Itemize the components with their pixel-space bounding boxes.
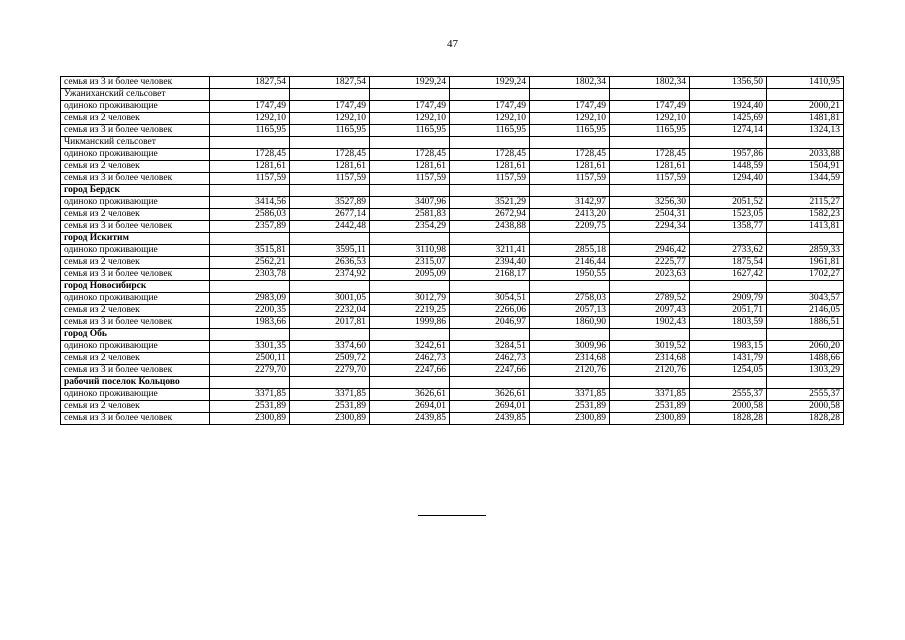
value-cell: 2855,18 (530, 245, 610, 257)
value-cell (610, 377, 690, 389)
value-cell (210, 89, 290, 101)
value-cell: 1828,28 (690, 413, 767, 425)
row-label: одиноко проживающие (61, 101, 210, 113)
value-cell (690, 137, 767, 149)
value-cell: 2168,17 (450, 269, 530, 281)
value-cell: 1924,40 (690, 101, 767, 113)
value-cell: 2315,07 (370, 257, 450, 269)
value-cell: 3626,61 (370, 389, 450, 401)
value-cell: 2097,43 (610, 305, 690, 317)
table-row (61, 221, 844, 233)
value-cell: 1728,45 (610, 149, 690, 161)
value-cell (530, 329, 610, 341)
value-cell: 1292,10 (450, 113, 530, 125)
value-cell: 2300,89 (610, 413, 690, 425)
value-cell: 1165,95 (610, 125, 690, 137)
value-cell: 2300,89 (290, 413, 370, 425)
value-cell (370, 329, 450, 341)
value-cell: 1410,95 (767, 77, 844, 89)
value-cell: 2733,62 (690, 245, 767, 257)
value-cell: 1488,66 (767, 353, 844, 365)
value-cell: 2000,58 (690, 401, 767, 413)
value-cell: 2000,21 (767, 101, 844, 113)
value-cell (290, 89, 370, 101)
value-cell: 1157,59 (210, 173, 290, 185)
value-cell: 1358,77 (690, 221, 767, 233)
row-label: семья из 3 и более человек (61, 221, 210, 233)
value-cell (767, 89, 844, 101)
value-cell (690, 377, 767, 389)
value-cell: 3371,85 (530, 389, 610, 401)
value-cell: 1292,10 (210, 113, 290, 125)
value-cell: 3374,60 (290, 341, 370, 353)
value-cell: 1802,34 (610, 77, 690, 89)
value-cell: 2051,52 (690, 197, 767, 209)
value-cell: 2531,89 (610, 401, 690, 413)
value-cell: 2033,88 (767, 149, 844, 161)
value-cell (610, 281, 690, 293)
value-cell: 1157,59 (290, 173, 370, 185)
value-cell: 2586,03 (210, 209, 290, 221)
value-cell (370, 281, 450, 293)
value-cell: 2677,14 (290, 209, 370, 221)
value-cell: 3284,51 (450, 341, 530, 353)
city-name: город Бердск (61, 185, 210, 197)
value-cell (450, 233, 530, 245)
value-cell: 3371,85 (610, 389, 690, 401)
value-cell: 1157,59 (450, 173, 530, 185)
value-cell (450, 185, 530, 197)
value-cell: 2354,29 (370, 221, 450, 233)
value-cell: 1431,79 (690, 353, 767, 365)
value-cell: 2672,94 (450, 209, 530, 221)
value-cell: 2500,11 (210, 353, 290, 365)
value-cell: 2438,88 (450, 221, 530, 233)
value-cell: 2789,52 (610, 293, 690, 305)
table-row (61, 317, 844, 329)
value-cell: 3527,89 (290, 197, 370, 209)
council-name: Чикманский сельсовет (61, 137, 210, 149)
value-cell: 1165,95 (530, 125, 610, 137)
value-cell (210, 233, 290, 245)
value-cell: 2146,05 (767, 305, 844, 317)
value-cell: 2555,37 (767, 389, 844, 401)
page-number: 47 (447, 38, 458, 50)
value-cell: 3371,85 (290, 389, 370, 401)
value-cell: 1860,90 (530, 317, 610, 329)
value-cell: 2509,72 (290, 353, 370, 365)
value-cell: 1303,29 (767, 365, 844, 377)
row-label: семья из 2 человек (61, 209, 210, 221)
value-cell: 3515,81 (210, 245, 290, 257)
row-label: семья из 2 человек (61, 353, 210, 365)
group-header-row (61, 89, 844, 101)
value-cell: 1281,61 (370, 161, 450, 173)
value-cell: 1448,59 (690, 161, 767, 173)
value-cell (370, 89, 450, 101)
value-cell (767, 281, 844, 293)
value-cell (370, 185, 450, 197)
value-cell: 1747,49 (530, 101, 610, 113)
value-cell: 3371,85 (210, 389, 290, 401)
value-cell (690, 233, 767, 245)
end-of-document-rule (418, 515, 486, 516)
table-row (61, 125, 844, 137)
value-cell (290, 137, 370, 149)
value-cell: 2120,76 (610, 365, 690, 377)
value-cell (530, 281, 610, 293)
value-cell: 2442,48 (290, 221, 370, 233)
value-cell: 2046,97 (450, 317, 530, 329)
value-cell: 3054,51 (450, 293, 530, 305)
value-cell: 3595,11 (290, 245, 370, 257)
value-cell (610, 185, 690, 197)
value-cell: 1281,61 (450, 161, 530, 173)
city-name: город Обь (61, 329, 210, 341)
value-cell: 3019,52 (610, 341, 690, 353)
value-cell (530, 233, 610, 245)
value-cell: 1747,49 (610, 101, 690, 113)
value-cell: 1728,45 (290, 149, 370, 161)
value-cell: 2300,89 (530, 413, 610, 425)
value-cell: 2413,20 (530, 209, 610, 221)
value-cell: 1886,51 (767, 317, 844, 329)
value-cell: 1254,05 (690, 365, 767, 377)
value-cell (210, 377, 290, 389)
value-cell: 1929,24 (370, 77, 450, 89)
row-label: семья из 3 и более человек (61, 173, 210, 185)
row-label: семья из 2 человек (61, 161, 210, 173)
table-row (61, 401, 844, 413)
value-cell: 2694,01 (450, 401, 530, 413)
value-cell: 3626,61 (450, 389, 530, 401)
value-cell: 2146,44 (530, 257, 610, 269)
value-cell (290, 281, 370, 293)
value-cell: 2266,06 (450, 305, 530, 317)
value-cell (690, 281, 767, 293)
row-label: семья из 2 человек (61, 305, 210, 317)
row-label: семья из 3 и более человек (61, 365, 210, 377)
value-cell: 2279,70 (210, 365, 290, 377)
value-cell: 2060,20 (767, 341, 844, 353)
value-cell: 2694,01 (370, 401, 450, 413)
value-cell: 2219,25 (370, 305, 450, 317)
value-cell: 2303,78 (210, 269, 290, 281)
value-cell: 1292,10 (290, 113, 370, 125)
value-cell: 2394,40 (450, 257, 530, 269)
table-row (61, 77, 844, 89)
table-row (61, 197, 844, 209)
table-row (61, 245, 844, 257)
value-cell: 2562,21 (210, 257, 290, 269)
value-cell (450, 89, 530, 101)
value-cell: 2247,66 (450, 365, 530, 377)
value-cell: 2279,70 (290, 365, 370, 377)
table-row (61, 389, 844, 401)
section-header-row (61, 281, 844, 293)
value-cell: 1728,45 (370, 149, 450, 161)
table-body (61, 77, 844, 425)
value-cell (370, 377, 450, 389)
value-cell (767, 137, 844, 149)
value-cell: 1827,54 (210, 77, 290, 89)
section-header-row (61, 185, 844, 197)
row-label: семья из 2 человек (61, 113, 210, 125)
value-cell: 1356,50 (690, 77, 767, 89)
value-cell (450, 329, 530, 341)
value-cell: 3012,79 (370, 293, 450, 305)
table-row (61, 101, 844, 113)
value-cell (290, 233, 370, 245)
row-label: семья из 3 и более человек (61, 77, 210, 89)
value-cell: 2859,33 (767, 245, 844, 257)
value-cell: 3414,56 (210, 197, 290, 209)
city-name: рабочий поселок Кольцово (61, 377, 210, 389)
value-cell: 3001,05 (290, 293, 370, 305)
value-cell: 1728,45 (530, 149, 610, 161)
value-cell: 3009,96 (530, 341, 610, 353)
value-cell: 2555,37 (690, 389, 767, 401)
value-cell: 1324,13 (767, 125, 844, 137)
value-cell: 2294,34 (610, 221, 690, 233)
value-cell: 1292,10 (370, 113, 450, 125)
value-cell: 1281,61 (210, 161, 290, 173)
value-cell: 1281,61 (290, 161, 370, 173)
value-cell (450, 137, 530, 149)
value-cell (210, 137, 290, 149)
value-cell (767, 377, 844, 389)
table-row (61, 209, 844, 221)
value-cell: 1344,59 (767, 173, 844, 185)
value-cell: 1294,40 (690, 173, 767, 185)
value-cell: 2531,89 (210, 401, 290, 413)
value-cell: 1875,54 (690, 257, 767, 269)
value-cell: 1582,23 (767, 209, 844, 221)
section-header-row (61, 233, 844, 245)
value-cell: 3242,61 (370, 341, 450, 353)
value-cell: 1802,34 (530, 77, 610, 89)
value-cell: 1957,86 (690, 149, 767, 161)
value-cell (210, 281, 290, 293)
section-header-row (61, 377, 844, 389)
value-cell: 1292,10 (610, 113, 690, 125)
value-cell: 1157,59 (370, 173, 450, 185)
group-header-row (61, 137, 844, 149)
value-cell: 1827,54 (290, 77, 370, 89)
value-cell: 1165,95 (450, 125, 530, 137)
value-cell: 1747,49 (210, 101, 290, 113)
value-cell: 2439,85 (450, 413, 530, 425)
value-cell (767, 329, 844, 341)
row-label: семья из 3 и более человек (61, 413, 210, 425)
value-cell: 1747,49 (450, 101, 530, 113)
value-cell: 1274,14 (690, 125, 767, 137)
value-cell: 1523,05 (690, 209, 767, 221)
row-label: одиноко проживающие (61, 341, 210, 353)
value-cell: 1281,61 (530, 161, 610, 173)
value-cell: 3211,41 (450, 245, 530, 257)
value-cell (370, 233, 450, 245)
value-cell: 1902,43 (610, 317, 690, 329)
value-cell: 3521,29 (450, 197, 530, 209)
value-cell (290, 329, 370, 341)
value-cell (610, 233, 690, 245)
row-label: семья из 2 человек (61, 257, 210, 269)
row-label: одиноко проживающие (61, 293, 210, 305)
value-cell: 2017,81 (290, 317, 370, 329)
value-cell: 2209,75 (530, 221, 610, 233)
value-cell (610, 89, 690, 101)
value-cell (530, 137, 610, 149)
value-cell (530, 89, 610, 101)
row-label: семья из 3 и более человек (61, 269, 210, 281)
value-cell: 1504,91 (767, 161, 844, 173)
value-cell: 2120,76 (530, 365, 610, 377)
value-cell: 1292,10 (530, 113, 610, 125)
value-cell: 2023,63 (610, 269, 690, 281)
value-cell: 2314,68 (530, 353, 610, 365)
value-cell: 1165,95 (370, 125, 450, 137)
value-cell: 2439,85 (370, 413, 450, 425)
value-cell: 3110,98 (370, 245, 450, 257)
value-cell: 1627,42 (690, 269, 767, 281)
value-cell: 1747,49 (370, 101, 450, 113)
value-cell: 2909,79 (690, 293, 767, 305)
value-cell: 2314,68 (610, 353, 690, 365)
value-cell: 2636,53 (290, 257, 370, 269)
value-cell: 2462,73 (370, 353, 450, 365)
tariff-table (60, 76, 844, 425)
value-cell: 3407,96 (370, 197, 450, 209)
value-cell (210, 329, 290, 341)
value-cell: 2946,42 (610, 245, 690, 257)
value-cell: 2095,09 (370, 269, 450, 281)
value-cell (767, 185, 844, 197)
value-cell: 1983,15 (690, 341, 767, 353)
value-cell: 2758,03 (530, 293, 610, 305)
value-cell: 2300,89 (210, 413, 290, 425)
value-cell: 3256,30 (610, 197, 690, 209)
value-cell: 2247,66 (370, 365, 450, 377)
value-cell: 2983,09 (210, 293, 290, 305)
table-row (61, 173, 844, 185)
row-label: семья из 2 человек (61, 401, 210, 413)
value-cell: 3043,57 (767, 293, 844, 305)
value-cell: 1157,59 (610, 173, 690, 185)
value-cell: 1481,81 (767, 113, 844, 125)
value-cell: 1157,59 (530, 173, 610, 185)
value-cell (767, 233, 844, 245)
row-label: одиноко проживающие (61, 149, 210, 161)
row-label: семья из 3 и более человек (61, 317, 210, 329)
row-label: одиноко проживающие (61, 197, 210, 209)
value-cell: 1702,27 (767, 269, 844, 281)
value-cell (610, 329, 690, 341)
value-cell (290, 377, 370, 389)
value-cell (450, 281, 530, 293)
value-cell: 1828,28 (767, 413, 844, 425)
table-row (61, 413, 844, 425)
city-name: город Новосибирск (61, 281, 210, 293)
table-row (61, 341, 844, 353)
city-name: город Искитим (61, 233, 210, 245)
table-row (61, 257, 844, 269)
value-cell: 2225,77 (610, 257, 690, 269)
value-cell: 1961,81 (767, 257, 844, 269)
value-cell (290, 185, 370, 197)
value-cell (530, 377, 610, 389)
table-row (61, 113, 844, 125)
value-cell: 1983,66 (210, 317, 290, 329)
value-cell: 1999,86 (370, 317, 450, 329)
value-cell: 2531,89 (290, 401, 370, 413)
table-row (61, 161, 844, 173)
value-cell: 2051,71 (690, 305, 767, 317)
value-cell (530, 185, 610, 197)
table-row (61, 293, 844, 305)
value-cell (210, 185, 290, 197)
table-row (61, 149, 844, 161)
value-cell: 2232,04 (290, 305, 370, 317)
value-cell: 1413,81 (767, 221, 844, 233)
value-cell: 1950,55 (530, 269, 610, 281)
value-cell: 2374,92 (290, 269, 370, 281)
value-cell: 2057,13 (530, 305, 610, 317)
value-cell (690, 329, 767, 341)
value-cell (450, 377, 530, 389)
value-cell: 2581,83 (370, 209, 450, 221)
row-label: семья из 3 и более человек (61, 125, 210, 137)
row-label: одиноко проживающие (61, 389, 210, 401)
council-name: Ужаниханский сельсовет (61, 89, 210, 101)
value-cell: 1165,95 (210, 125, 290, 137)
value-cell: 3142,97 (530, 197, 610, 209)
value-cell: 1803,59 (690, 317, 767, 329)
value-cell (610, 137, 690, 149)
value-cell (370, 137, 450, 149)
table-row (61, 305, 844, 317)
value-cell: 1281,61 (610, 161, 690, 173)
table-row (61, 365, 844, 377)
value-cell (690, 89, 767, 101)
value-cell: 2357,89 (210, 221, 290, 233)
row-label: одиноко проживающие (61, 245, 210, 257)
value-cell: 2000,58 (767, 401, 844, 413)
table-row (61, 269, 844, 281)
value-cell: 2200,35 (210, 305, 290, 317)
value-cell (690, 185, 767, 197)
value-cell: 2115,27 (767, 197, 844, 209)
value-cell: 3301,35 (210, 341, 290, 353)
value-cell: 1747,49 (290, 101, 370, 113)
value-cell: 1165,95 (290, 125, 370, 137)
value-cell: 2504,31 (610, 209, 690, 221)
value-cell: 1728,45 (450, 149, 530, 161)
value-cell: 1929,24 (450, 77, 530, 89)
value-cell: 1728,45 (210, 149, 290, 161)
table-row (61, 353, 844, 365)
value-cell: 2531,89 (530, 401, 610, 413)
value-cell: 2462,73 (450, 353, 530, 365)
section-header-row (61, 329, 844, 341)
value-cell: 1425,69 (690, 113, 767, 125)
